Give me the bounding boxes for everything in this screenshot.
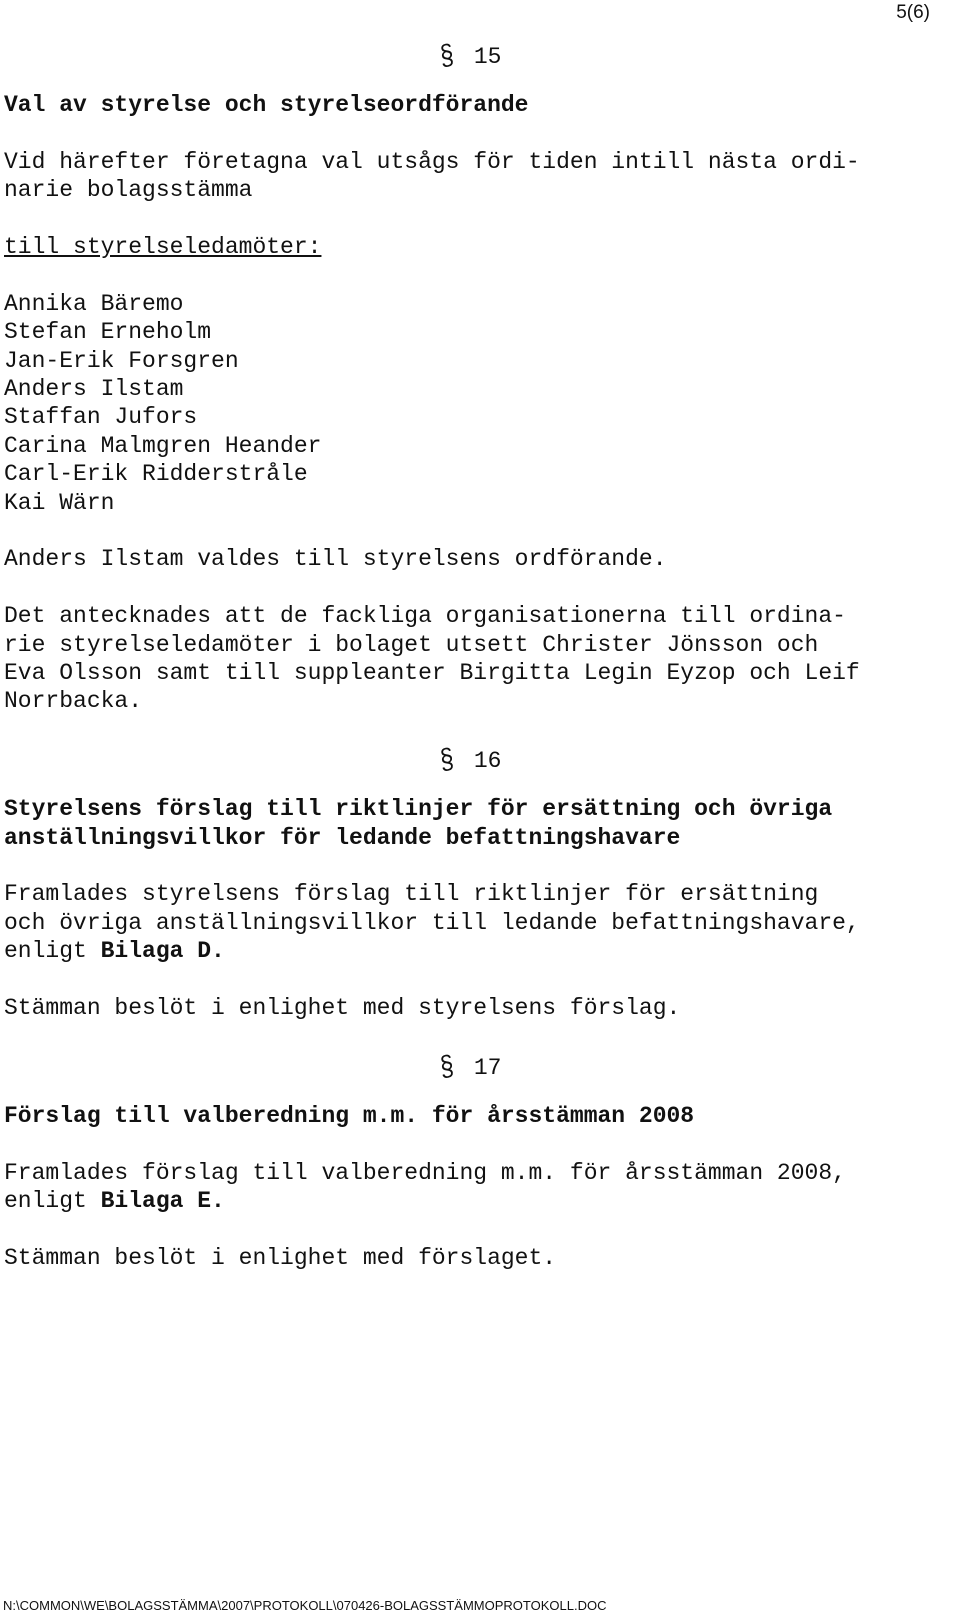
remuneration-body: Framlades styrelsens förslag till riktlinjer för ersättning och övriga anställningsvillkor till ledande befattningshavare, enligt [4,881,860,965]
section-mark-15 [440,40,944,74]
section-number: 17 [473,1054,502,1081]
attachment-reference-d: Bilaga D. [100,938,225,965]
section-sign-icon: § [438,744,457,780]
section-heading-16: Styrelsens förslag till riktlinjer för ersättning och övriga anställningsvillkor för ledande befattningshavare [4,796,833,851]
remuneration-decision: Stämman beslöt i enlighet med styrelsens förslag. [4,994,681,1021]
board-member: Carl-Erik Ridderstråle [4,461,308,488]
file-path-footer: N:\COMMON\WE\BOLAGSSTÄMMA\2007\PROTOKOLL\070426-BOLAGSSTÄMMOPROTOKOLL.DOC [3,1598,607,1613]
election-intro: Vid härefter företagna val utsågs för tiden intill nästa ordi- narie bolagsstämma [4,148,860,204]
board-members-label: till styrelseledamöter: [4,234,322,260]
page-number: 5(6) [896,2,930,23]
section-mark-17 [440,1051,944,1085]
document-body [4,40,944,1301]
board-member: Stefan Erneholm [4,319,212,346]
nomination-body: Framlades förslag till valberedning m.m. för årsstämman 2008, enligt [4,1159,846,1214]
union-representatives-note: Det antecknades att de fackliga organisationerna till ordina- rie styrelseledamöter i bolaget utsett Christer Jönsson och Eva Olsson samt till suppleanter Birgitta Legin Eyzop och Leif Norrbacka. [4,603,860,715]
section-number: 15 [473,44,502,70]
board-member: Staffan Jufors [4,404,198,431]
section-mark-16 [440,744,944,778]
chair-election: Anders Ilstam valdes till styrelsens ordförande. [4,546,667,573]
attachment-reference-e: Bilaga E. [100,1187,225,1214]
remuneration-proposal-text [4,880,944,965]
board-member: Carina Malmgren Heander [4,432,322,459]
board-members-list [4,290,944,517]
board-member: Anders Ilstam [4,375,184,402]
board-member: Kai Wärn [4,489,115,516]
nomination-decision: Stämman beslöt i enlighet med förslaget. [4,1244,557,1271]
nomination-proposal-text [4,1159,944,1216]
section-heading-17: Förslag till valberedning m.m. för årsstämman 2008 [4,1102,695,1129]
section-heading-15: Val av styrelse och styrelseordförande [4,92,529,118]
section-sign-icon: § [438,40,457,76]
board-member: Jan-Erik Forsgren [4,347,239,374]
section-sign-icon: § [438,1051,457,1086]
section-number: 16 [473,748,502,775]
board-member: Annika Bäremo [4,290,184,317]
